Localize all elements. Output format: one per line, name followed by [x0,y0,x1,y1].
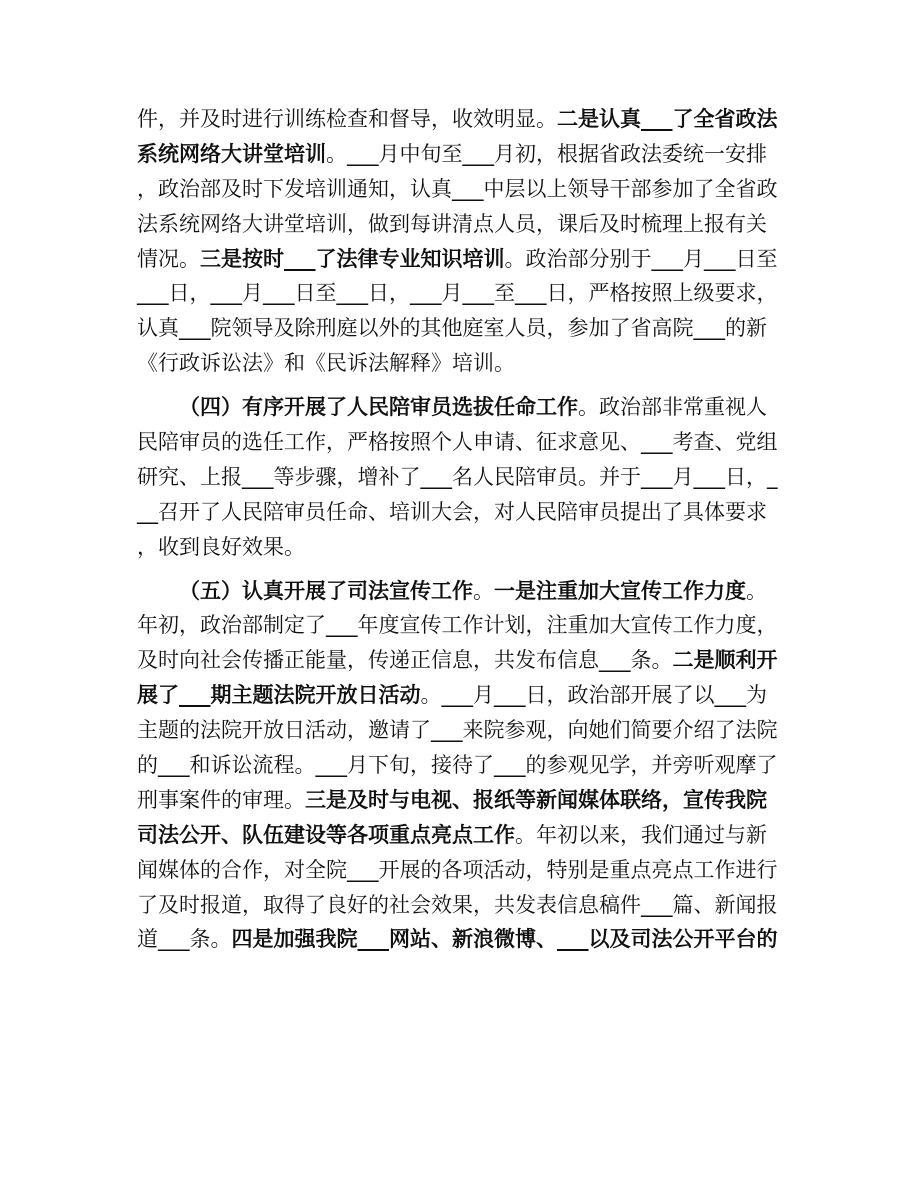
text-run: ___日，___月___日至___日，___月___至___日，严格按照上级要求， [137,281,778,306]
text-line [137,102,787,137]
text-run: 年初，政治部制定了___年度宣传工作计划，注重加大宣传工作力度， [137,613,778,638]
text-run-bold: 三是按时___了法律专业知识培训 [200,246,505,271]
paragraph-spacer [137,381,787,390]
text-line [137,678,787,713]
text-line [137,922,787,957]
text-run: 了及时报道，取得了良好的社会效果，共发表信息稿件___篇、新闻报 [137,892,778,917]
text-line [137,276,787,311]
text-run: 道___条。 [137,927,232,952]
text-run: 情况。 [137,246,200,271]
paragraph-heading-line [137,574,787,609]
text-run: 的___和诉讼流程。___月下旬，接待了___的参观见学，并旁听观摩了 [137,753,778,778]
text-run: 刑事案件的审理。 [137,787,305,812]
text-run-bold: 司法公开、队伍建设等各项重点亮点工作 [137,822,515,847]
paragraph-spacer [137,565,787,574]
text-run: 认真___院领导及除刑庭以外的其他庭室人员，参加了省高院___的新 [137,316,767,341]
text-run: 。 [746,578,767,603]
text-line [137,783,787,818]
text-line [137,748,787,783]
text-run: 主题的法院开放日活动，邀请了___来院参观，向她们简要介绍了法院 [137,718,778,743]
text-run: 。政治部分别于___月___日至 [504,246,778,271]
text-run: 件，并及时进行训练检查和督导，收效明显。 [137,107,557,131]
text-line [137,495,787,530]
section-heading: （五）认真开展了司法宣传工作 [179,578,473,603]
text-run: 民陪审员的选任工作，严格按照个人申请、征求意见、___考查、党组 [137,430,778,455]
text-run-bold: 三是及时与电视、报纸等新闻媒体联络，宣传我院 [305,787,767,812]
text-run: 。政治部非常重视人 [578,395,767,420]
text-run-bold: 二是顺利开 [672,648,778,673]
text-line [137,853,787,888]
text-line [137,608,787,643]
text-run-bold: 展了___期主题法院开放日活动 [137,683,421,708]
text-line [137,888,787,923]
text-line [137,643,787,678]
section-heading: （四）有序开展了人民陪审员选拔任命工作 [179,395,578,420]
text-run: __召开了人民陪审员任命、培训大会，对人民陪审员提出了具体要求 [137,499,767,524]
text-run-bold: 一是注重加大宣传工作力度 [494,578,746,603]
text-run: ，政治部及时下发培训通知，认真___中层以上领导干部参加了全省政 [137,176,778,201]
text-run: 法系统网络大讲堂培训，做到每讲清点人员，课后及时梳理上报有关 [137,211,767,236]
text-run-bold: 系统网络大讲堂培训 [137,141,326,166]
text-run: 研究、上报___等步骤，增补了___名人民陪审员。并于___月___日，_ [137,464,778,489]
text-line [137,460,787,495]
text-line [137,172,787,207]
text-run: 。年初以来，我们通过与新 [515,822,767,847]
text-run-bold: 四是加强我院___网站、新浪微博、___以及司法公开平台的 [231,927,778,952]
text-run: 。___月中旬至___月初，根据省政法委统一安排 [326,141,767,166]
text-line [137,346,787,381]
text-line [137,137,787,172]
text-line [137,425,787,460]
text-run: 《行政诉讼法》和《民诉法解释》培训。 [137,351,515,376]
text-line [137,242,787,277]
text-run: 及时向社会传播正能量，传递正信息，共发布信息___条。 [137,648,673,673]
text-line [137,311,787,346]
paragraph-heading-line [137,390,787,425]
text-line [137,713,787,748]
text-run: 。___月___日，政治部开展了以___为 [420,683,767,708]
text-line [137,530,787,565]
text-run-bold: 二是认真___了全省政法 [557,107,778,131]
document-body [137,102,787,957]
text-run: 闻媒体的合作，对全院___开展的各项活动，特别是重点亮点工作进行 [137,857,778,882]
text-line [137,818,787,853]
text-line [137,207,787,242]
text-run: ，收到良好效果。 [137,534,305,559]
text-run: 。 [473,578,494,603]
